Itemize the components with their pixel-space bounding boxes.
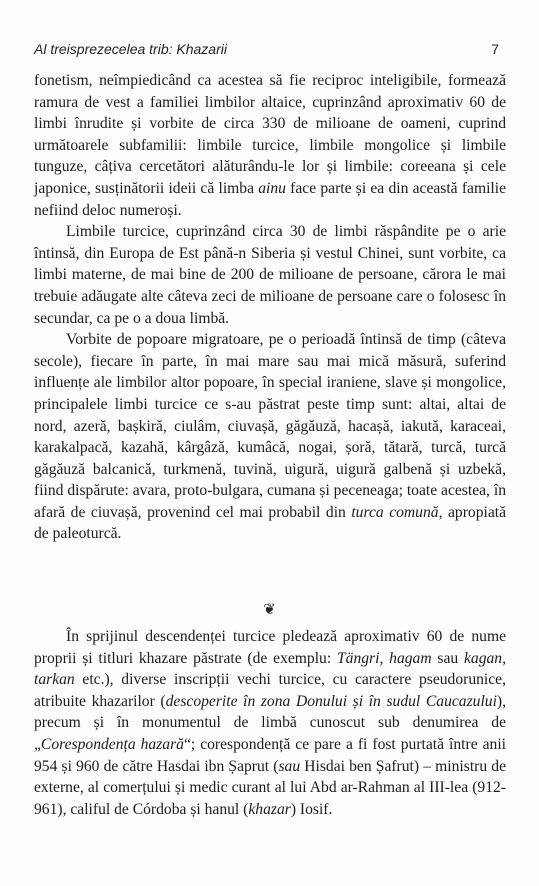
italic-text-span: descoperite în zona Donului și în sudul Caucazului	[165, 692, 497, 710]
running-title: Al treisprezecelea trib: Khazarii	[34, 41, 227, 57]
italic-text-span: kagan, tarkan	[34, 649, 506, 689]
text-span: Limbile turcice, cuprinzând circa 30 de limbi răspândite pe o arie întinsă, din Europa de Est până-n Siberia și vestul Chinei, sunt vorbite, ca limbi materne, de mai bine de 200 de milioane de persoane, cărora le mai trebuie adăugate alte câteva zeci de milioane de persoane care o folosesc în secundar, ca pe o a doua limbă.	[34, 223, 506, 327]
italic-text-span: turca comună	[351, 503, 439, 521]
text-span: În sprijinul descendenței turcice pledează aproximativ 60 de nume proprii și titluri khazare păstrate (de exemplu:	[34, 628, 506, 667]
text-span: etc.), diverse inscripții vechi turcice, cu caractere pseudorunice, atribuite khazarilor (	[34, 671, 506, 710]
page-number: 7	[491, 41, 499, 57]
paragraph	[34, 329, 506, 545]
paragraph	[34, 626, 506, 820]
text-span: ) Iosif.	[290, 800, 333, 818]
italic-text-span: sau	[278, 757, 301, 775]
body-text-after-divider	[34, 626, 506, 820]
paragraph	[34, 221, 506, 329]
italic-text-span: Tängri, hagam	[336, 649, 432, 667]
italic-text-span: Corespondența hazară	[40, 735, 184, 753]
text-span: Vorbite de popoare migratoare, pe o perioadă întinsă de timp (câteva secole), fiecare în parte, în mai mare sau mai mică măsură, suferind influențe ale limbilor altor popoare, în special iraniene, slave și mongolice, principalele limbi turcice ce s-au păstrat peste timp sunt: altai, altai de nord, azeră, bașkiră, ciulâm, ciuvașă, găgăuză, hacașă, iakută, karaceai, karakalpacă, kazahă, kârgâză, kumâcă, nogai, șoră, tătară, turcă, turcă găgăuză balcanică, turkmenă, tuvină, uigură, uigură galbenă și uzbekă, fiind dispărute: avara, proto-bulgara, cumana și peceneaga; toate acestea, în afară de ciuvașă, provenind cel mai probabil din	[34, 331, 506, 521]
italic-text-span: ainu	[258, 179, 286, 197]
text-span: “; corespondență ce pare a fi fost purtată între anii 954 și 960 de către Hasdai ibn Șaprut (	[34, 735, 507, 775]
text-span: ), precum și în monumentul de limbă cunoscut sub denumirea de „	[34, 692, 507, 753]
text-span: Hisdai ben Șafrut) – ministru de externe, al comerțului și medic curant al lui Abd ar-Rahman al III-lea (912-961), califul de Córdoba și hanul (	[34, 757, 506, 818]
paragraph	[34, 70, 506, 221]
text-span: , apropiată de paleoturcă.	[34, 503, 507, 543]
text-span: fonetism, neîmpiedicând ca acestea să fie reciproc inteligibile, formează ramura de vest a familiei limbilor altaice, cuprinzând aproximativ 60 de limbi înrudite și vorbite de circa 330 de milioane de oameni, cuprind următoarele subfamilii: limbile turcice, limbile mongolice și limbile tunguze, câțiva cercetători alăturându-le lor și limbile: coreeana și cele japonice, susținătorii ideii că limba	[34, 72, 506, 197]
section-divider-ornament: ❦	[263, 602, 276, 618]
text-span: face parte și ea din această familie nefiind deloc numeroși.	[34, 179, 506, 219]
italic-text-span: khazar	[248, 800, 291, 818]
text-span: sau	[431, 649, 464, 667]
body-text	[34, 70, 506, 545]
running-header	[34, 41, 499, 57]
